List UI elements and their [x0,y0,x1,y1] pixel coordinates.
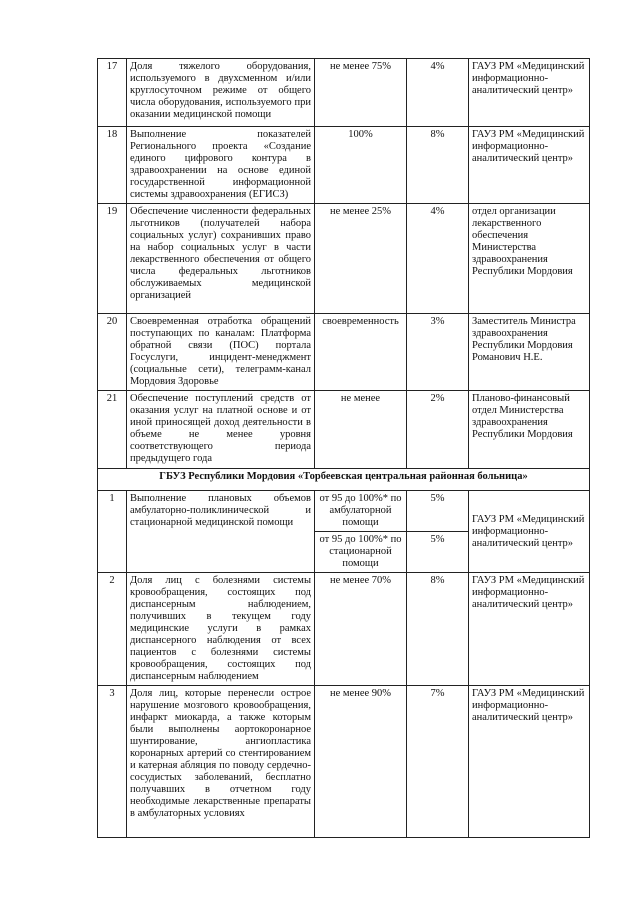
target-value: не менее 25% [315,204,407,314]
weight-value: 5% [407,532,469,573]
target-value: от 95 до 100%* по стационарной помощи [315,532,407,573]
target-value: 100% [315,127,407,204]
indicator-text: Выполнение плановых объемов амбулаторно-поликлинической и стационарной медицинской помощи [127,491,315,573]
section-row [98,469,590,491]
target-value: не менее 90% [315,686,407,838]
weight-value: 4% [407,59,469,127]
row-number: 3 [98,686,127,838]
table-row [98,573,590,686]
indicator-text: Доля лиц, которые перенесли острое нарушение мозгового кровообращения, инфаркт миокарда, а также которым были выполнены аортокоронарное шунтирование, ангиопластика коронарных артерий со стентированием и катерная абляция по поводу сердечно-сосудистых заболеваний, бесплатно получавших в отчетном году необходимые лекарственные препараты в амбулаторных условиях [127,686,315,838]
row-number: 2 [98,573,127,686]
row-number: 18 [98,127,127,204]
row-number: 20 [98,314,127,391]
responsible-text: ГАУЗ РМ «Медицинский информационно-аналитический центр» [469,491,590,573]
target-value: не менее 70% [315,573,407,686]
target-value: от 95 до 100%* по амбулаторной помощи [315,491,407,532]
table-row [98,204,590,314]
row-number: 1 [98,491,127,573]
table-row [98,59,590,127]
weight-value: 3% [407,314,469,391]
indicator-text: Доля лиц с болезнями системы кровообращения, состоящих под диспансерным наблюдением, получивших в текущем году медицинские услуги в рамках диспансерного наблюдения от всех пациентов с болезнями системы кровообращения, состоящих под диспансерным наблюдением [127,573,315,686]
target-value: не менее [315,391,407,469]
weight-value: 8% [407,573,469,686]
responsible-text: ГАУЗ РМ «Медицинский информационно-аналитический центр» [469,127,590,204]
responsible-text: Заместитель Министра здравоохранения Республики Мордовия Романович Н.Е. [469,314,590,391]
responsible-text: ГАУЗ РМ «Медицинский информационно-аналитический центр» [469,59,590,127]
responsible-text: Планово-финансовый отдел Министерства здравоохранения Республики Мордовия [469,391,590,469]
indicator-text: Своевременная отработка обращений поступающих по каналам: Платформа обратной связи (ПОС) портала Госуслуги, инцидент-менеджмент (социальные сети), телеграмм-канал Мордовия Здоровье [127,314,315,391]
indicators-table [97,58,590,838]
responsible-text: ГАУЗ РМ «Медицинский информационно-аналитический центр» [469,573,590,686]
responsible-text: ГАУЗ РМ «Медицинский информационно-аналитический центр» [469,686,590,838]
table-row [98,686,590,838]
section-title: ГБУЗ Республики Мордовия «Торбеевская центральная районная больница» [98,469,590,491]
indicator-text: Выполнение показателей Регионального проекта «Создание единого цифрового контура в здравоохранении на основе единой государственной информационной системы здравоохранения (ЕГИСЗ) [127,127,315,204]
weight-value: 7% [407,686,469,838]
weight-value: 8% [407,127,469,204]
responsible-text: отдел организации лекарственного обеспечения Министерства здравоохранения Республики Мордовия [469,204,590,314]
weight-value: 5% [407,491,469,532]
row-number: 17 [98,59,127,127]
indicator-text: Доля тяжелого оборудования, используемого в двухсменном и/или круглосуточном режиме от общего числа оборудования, используемого при оказании медицинской помощи [127,59,315,127]
target-value: своевременность [315,314,407,391]
target-value: не менее 75% [315,59,407,127]
table-row [98,314,590,391]
weight-value: 2% [407,391,469,469]
table-row [98,491,590,532]
row-number: 19 [98,204,127,314]
indicator-text: Обеспечение поступлений средств от оказания услуг на платной основе и от иной приносящей доход деятельности в объеме не менее уровня соответствующего периода предыдущего года [127,391,315,469]
table-row [98,391,590,469]
weight-value: 4% [407,204,469,314]
indicator-text: Обеспечение численности федеральных льготников (получателей набора социальных услуг) сохранивших право на набор социальных услуг в части лекарственного обеспечения от общего числа федеральных льготников обслуживаемых медицинской организацией [127,204,315,314]
table-row [98,127,590,204]
row-number: 21 [98,391,127,469]
